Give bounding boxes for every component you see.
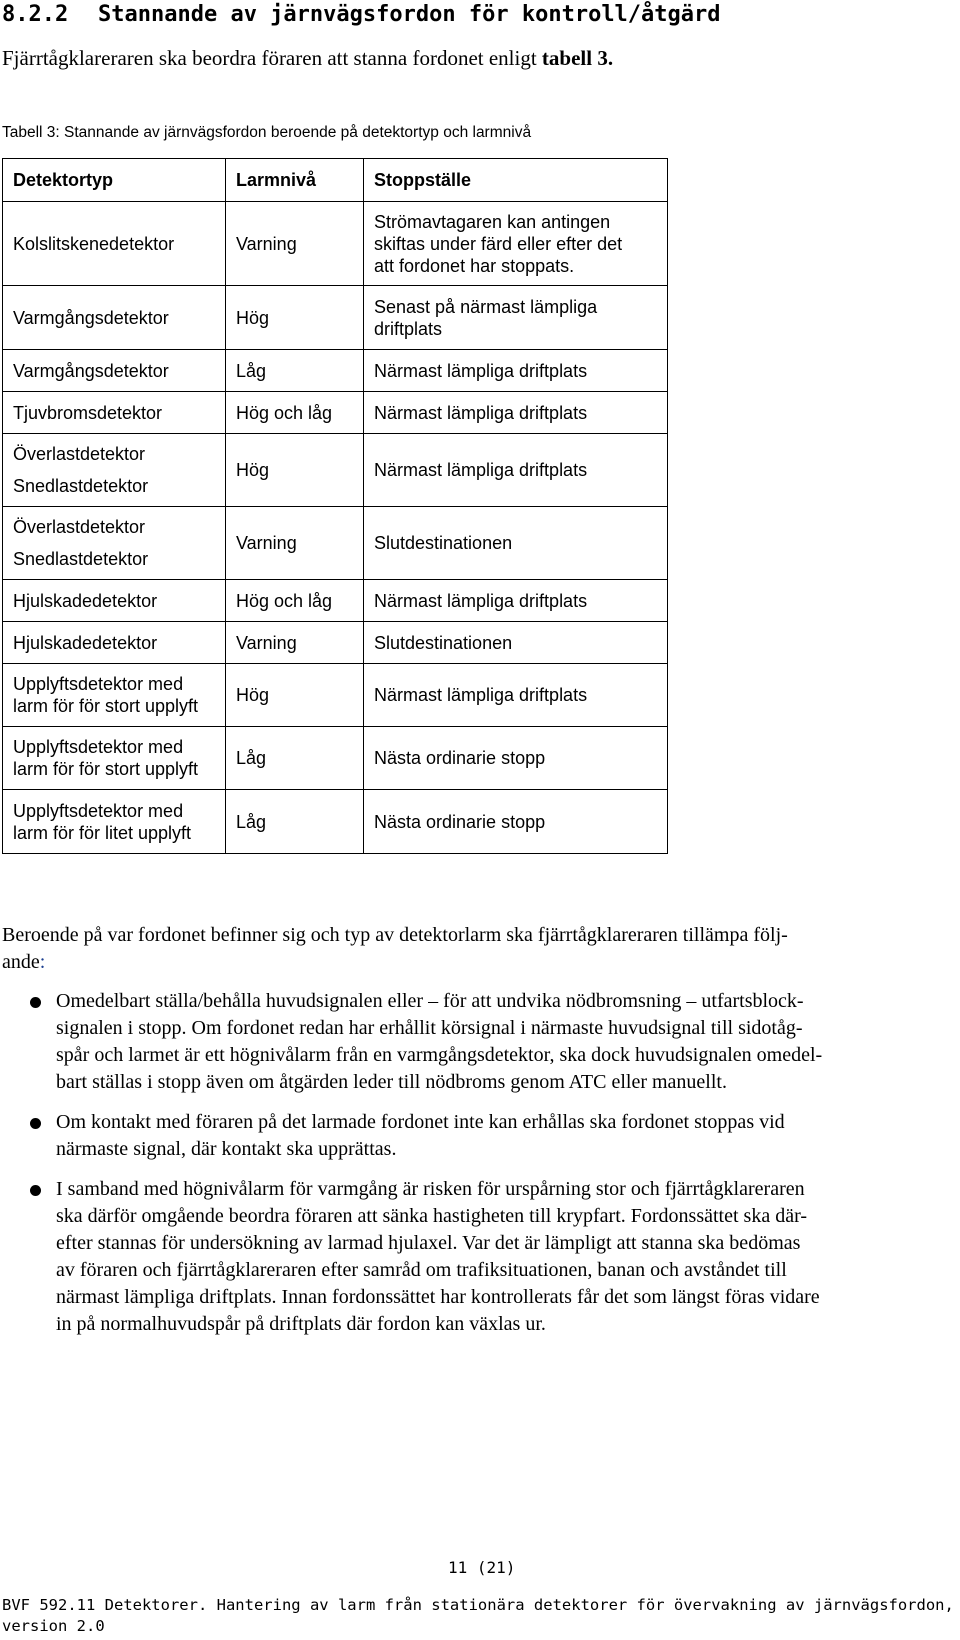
level-cell: Hög [226,434,364,507]
list-item: I samband med högnivålarm för varmgång är risken för urspårning stor och fjärrtågklareraren ska därför omgående beordra föraren att sänka hastigheten till krypfart. Fordonssättet ska där- efter stannas för undersökning av larmad hjulaxel. Var det är lämpligt att stanna ska bedömas av föraren och fjärrtågklareraren efter samråd om trafiksituationen, banan och avståndet till närmast lämpliga driftplats. Innan fordonssättet har kontrollerats får det som längst föras vidare in på normalhuvudspår på driftplats där fordon kan växlas ur. [0,1176,960,1338]
stop-cell: Senast på närmast lämpliga driftplats [364,286,668,350]
detector-cell: Överlastdetektor Snedlastdetektor [3,507,226,580]
colon-mark: : [39,951,46,973]
intro-text: Fjärrtågklareraren ska beordra föraren att stanna fordonet enligt [2,46,542,70]
table-row [3,202,668,286]
table-row [3,350,668,392]
detector-cell: Varmgångsdetektor [3,350,226,392]
footer-line: version 2.0 [2,1617,105,1635]
page-number: 11 (21) [448,1558,516,1577]
detector-cell: Varmgångsdetektor [3,286,226,350]
table-row [3,507,668,580]
action-list [0,988,960,1351]
footer-line: BVF 592.11 Detektorer. Hantering av larm från stationära detektorer för övervakning av järnvägsfordon, [2,1596,954,1614]
level-cell: Varning [226,507,364,580]
stop-cell: Slutdestinationen [364,622,668,664]
table-row [3,790,668,854]
header-stop-location: Stoppställe [364,159,668,202]
list-item: Om kontakt med föraren på det larmade fordonet inte kan erhållas ska fordonet stoppas vid närmaste signal, där kontakt ska upprättas. [0,1109,960,1163]
section-number: 8.2.2 [2,2,69,27]
bullet-icon [30,1185,41,1196]
stop-cell: Strömavtagaren kan antingen skiftas under färd eller efter det att fordonet har stoppats. [364,202,668,286]
table-row [3,392,668,434]
stop-cell: Nästa ordinarie stopp [364,790,668,854]
header-alarm-level: Larmnivå [226,159,364,202]
stop-cell: Slutdestinationen [364,507,668,580]
header-detector-type: Detektortyp [3,159,226,202]
stop-cell: Närmast lämpliga driftplats [364,580,668,622]
document-footer [2,1595,952,1637]
bullet-icon [30,997,41,1008]
table-caption: Tabell 3: Stannande av järnvägsfordon beroende på detektortyp och larmnivå [2,124,532,141]
section-title: Stannande av järnvägsfordon för kontroll/åtgärd [98,2,721,27]
detector-table [2,158,668,854]
detector-cell: Tjuvbromsdetektor [3,392,226,434]
body-paragraph [2,922,952,976]
detector-cell: Kolslitskenedetektor [3,202,226,286]
table-row [3,664,668,727]
table-reference: tabell 3. [541,46,614,70]
detector-cell: Hjulskadedetektor [3,622,226,664]
level-cell: Låg [226,350,364,392]
level-cell: Hög och låg [226,580,364,622]
table-row [3,434,668,507]
level-cell: Varning [226,202,364,286]
table-row [3,286,668,350]
detector-cell: Upplyftsdetektor med larm för för stort upplyft [3,664,226,727]
detector-cell: Upplyftsdetektor med larm för för litet upplyft [3,790,226,854]
detector-cell: Överlastdetektor Snedlastdetektor [3,434,226,507]
intro-paragraph [2,46,613,71]
level-cell: Låg [226,727,364,790]
level-cell: Låg [226,790,364,854]
table-row [3,727,668,790]
section-heading [2,2,721,27]
detector-cell: Upplyftsdetektor med larm för för stort upplyft [3,727,226,790]
stop-cell: Närmast lämpliga driftplats [364,350,668,392]
table-row [3,622,668,664]
level-cell: Hög [226,664,364,727]
stop-cell: Närmast lämpliga driftplats [364,392,668,434]
detector-cell: Hjulskadedetektor [3,580,226,622]
level-cell: Varning [226,622,364,664]
stop-cell: Närmast lämpliga driftplats [364,664,668,727]
paragraph-line: ande: [2,951,46,973]
stop-cell: Närmast lämpliga driftplats [364,434,668,507]
level-cell: Hög [226,286,364,350]
table-header-row [3,159,668,202]
table-row [3,580,668,622]
bullet-icon [30,1118,41,1129]
list-item: Omedelbart ställa/behålla huvudsignalen eller – för att undvika nödbromsning – utfartsblock- signalen i stopp. Om fordonet redan har erhållit körsignal i närmaste huvudsignal till sidotåg- spår och larmet är ett högnivålarm från en varmgångsdetektor, ska dock huvudsignalen omedel- bart ställas i stopp även om åtgärden leder till nödbroms genom ATC eller manuellt. [0,988,960,1096]
stop-cell: Nästa ordinarie stopp [364,727,668,790]
level-cell: Hög och låg [226,392,364,434]
paragraph-line: Beroende på var fordonet befinner sig och typ av detektorlarm ska fjärrtågklareraren tillämpa följ- [2,924,788,946]
